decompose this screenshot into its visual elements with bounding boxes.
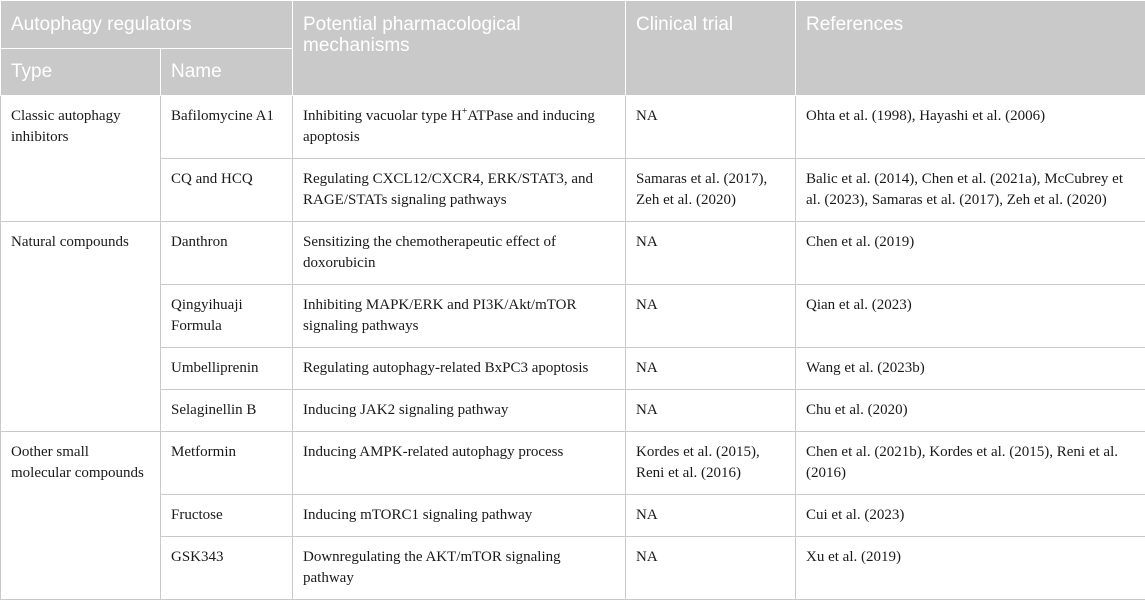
cell-name: Selaginellin B (161, 390, 293, 432)
header-references: References (796, 1, 1145, 96)
cell-references: Ohta et al. (1998), Hayashi et al. (2006) (796, 96, 1145, 159)
cell-trial: Samaras et al. (2017), Zeh et al. (2020) (626, 159, 796, 222)
cell-name: Metformin (161, 432, 293, 495)
header-row-1 (1, 1, 1145, 49)
cell-name: Danthron (161, 222, 293, 285)
cell-mechanism: Downregulating the AKT/mTOR signaling pathway (293, 537, 626, 600)
cell-name: Bafilomycine A1 (161, 96, 293, 159)
table-row (1, 285, 1145, 348)
cell-references: Balic et al. (2014), Chen et al. (2021a), McCubrey et al. (2023), Samaras et al. (2017), Zeh et al. (2020) (796, 159, 1145, 222)
group-label: Classic autophagy inhibitors (1, 96, 161, 222)
header-name: Name (161, 49, 293, 96)
cell-name: Fructose (161, 495, 293, 537)
table-row (1, 96, 1145, 159)
cell-trial: NA (626, 495, 796, 537)
cell-trial: NA (626, 96, 796, 159)
cell-mechanism: Regulating CXCL12/CXCR4, ERK/STAT3, and RAGE/STATs signaling pathways (293, 159, 626, 222)
cell-trial: NA (626, 390, 796, 432)
table-row (1, 222, 1145, 285)
cell-references: Xu et al. (2019) (796, 537, 1145, 600)
cell-references: Wang et al. (2023b) (796, 348, 1145, 390)
cell-name: GSK343 (161, 537, 293, 600)
cell-trial: Kordes et al. (2015), Reni et al. (2016) (626, 432, 796, 495)
cell-mechanism: Sensitizing the chemotherapeutic effect of doxorubicin (293, 222, 626, 285)
table-row (1, 537, 1145, 600)
cell-references: Chu et al. (2020) (796, 390, 1145, 432)
cell-mechanism: Regulating autophagy-related BxPC3 apoptosis (293, 348, 626, 390)
header-clinical-trial: Clinical trial (626, 1, 796, 96)
cell-references: Chen et al. (2019) (796, 222, 1145, 285)
cell-mechanism: Inducing AMPK-related autophagy process (293, 432, 626, 495)
table-row (1, 432, 1145, 495)
cell-mechanism: Inducing JAK2 signaling pathway (293, 390, 626, 432)
cell-trial: NA (626, 537, 796, 600)
cell-mechanism: Inducing mTORC1 signaling pathway (293, 495, 626, 537)
cell-mechanism: Inhibiting MAPK/ERK and PI3K/Akt/mTOR signaling pathways (293, 285, 626, 348)
cell-references: Cui et al. (2023) (796, 495, 1145, 537)
cell-references: Qian et al. (2023) (796, 285, 1145, 348)
cell-name: Umbelliprenin (161, 348, 293, 390)
cell-name: CQ and HCQ (161, 159, 293, 222)
cell-trial: NA (626, 285, 796, 348)
group-label: Natural compounds (1, 222, 161, 432)
header-autophagy-regulators: Autophagy regulators (1, 1, 293, 49)
header-mechanisms: Potential pharmacological mechanisms (293, 1, 626, 96)
cell-mechanism: Inhibiting vacuolar type H+ATPase and inducing apoptosis (293, 96, 626, 159)
table-row (1, 159, 1145, 222)
cell-references: Chen et al. (2021b), Kordes et al. (2015), Reni et al. (2016) (796, 432, 1145, 495)
cell-name: Qingyihuaji Formula (161, 285, 293, 348)
header-type: Type (1, 49, 161, 96)
cell-trial: NA (626, 348, 796, 390)
table-row (1, 495, 1145, 537)
cell-trial: NA (626, 222, 796, 285)
table-row (1, 348, 1145, 390)
table-row (1, 390, 1145, 432)
group-label: Oother small molecular compounds (1, 432, 161, 600)
